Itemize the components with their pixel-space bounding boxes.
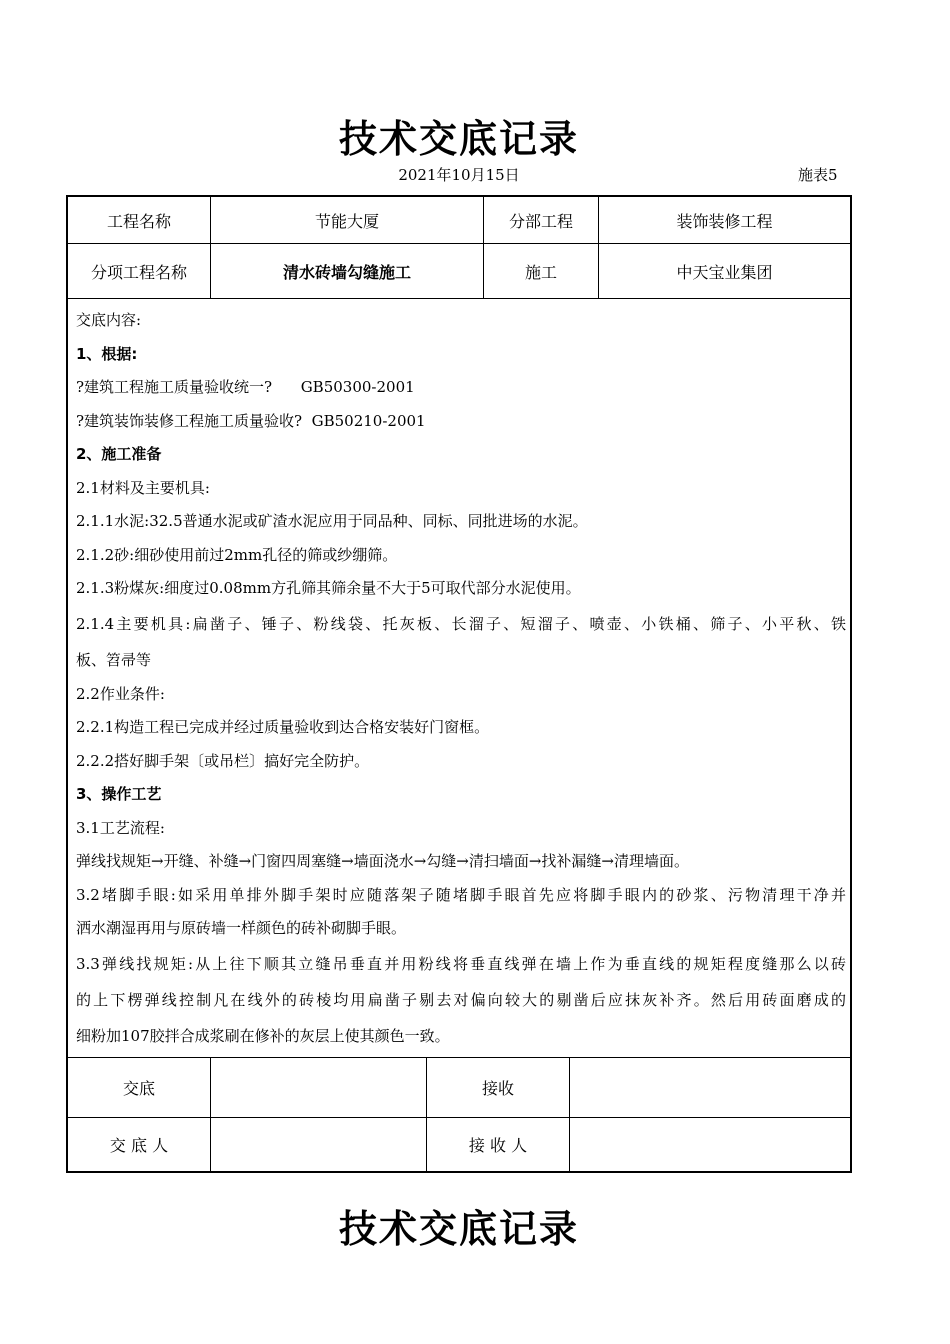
content-line: 2.2.1构造工程已完成并经过质量验收到达合格安装好门窗框。 xyxy=(76,718,490,736)
content-line: 2.1.3粉煤灰:细度过0.08mm方孔筛其筛余量不大于5可取代部分水泥使用。 xyxy=(76,579,581,597)
row-divider xyxy=(66,298,852,299)
content-line: 细粉加107胶拌合成浆刷在修补的灰层上使其颜色一致。 xyxy=(76,1026,450,1045)
content-heading: 交底内容: xyxy=(76,311,142,329)
content-line: 2.2.2搭好脚手架〔或吊栏〕搞好完全防护。 xyxy=(76,751,370,770)
project-name-label: 工程名称 xyxy=(106,211,171,231)
content-line: 2.1材料及主要机具: xyxy=(76,478,210,497)
content-line: 洒水潮湿再用与原砖墙一样颜色的砖补砌脚手眼。 xyxy=(76,919,407,937)
content-line: 弹线找规矩→开缝、补缝→门窗四周塞缝→墙面浇水→勾缝→清扫墙面→找补漏缝→清理墙面。 xyxy=(76,852,689,870)
section-heading: 1、根据: xyxy=(76,344,138,363)
project-name-value: 节能大厦 xyxy=(314,211,379,231)
division-label: 分部工程 xyxy=(508,211,573,231)
content-line: 的上下楞弹线控制凡在线外的砖棱均用扁凿子剔去对偏向较大的剔凿后应抹灰补齐。然后用砖面磨成的 xyxy=(76,990,846,1009)
content-line: 3.1工艺流程: xyxy=(76,818,165,837)
content-line: ?建筑工程施工质量验收统一? GB50300-2001 xyxy=(76,378,415,396)
content-line: 2.1.1水泥:32.5普通水泥或矿渣水泥应用于同品种、同标、同批进场的水泥。 xyxy=(76,512,588,530)
handover-label: 交底 xyxy=(122,1079,155,1098)
division-value: 装饰装修工程 xyxy=(676,211,773,231)
date: 2021年10月15日 xyxy=(398,166,520,184)
content-line: 板、笤帚等 xyxy=(76,650,152,669)
handover-content xyxy=(76,304,846,1054)
form-number: 施表5 xyxy=(798,166,838,184)
content-line: 3.2堵脚手眼:如采用单排外脚手架时应随落架子随堵脚手眼首先应将脚手眼内的砂浆、污物清理干净并 xyxy=(76,885,846,904)
handover-person-label: 交 底 人 xyxy=(109,1136,169,1155)
construction-label: 施工 xyxy=(524,262,557,282)
receive-signature-field[interactable] xyxy=(570,1058,850,1117)
receive-label: 接收 xyxy=(481,1079,514,1098)
section-heading: 3、操作工艺 xyxy=(76,785,162,803)
content-line: 3.3弹线找规矩:从上往下顺其立缝吊垂直并用粉线将垂直线弹在墙上作为垂直线的规矩程度缝那么以砖 xyxy=(76,954,846,973)
content-line: ?建筑装饰装修工程施工质量验收? GB50210-2001 xyxy=(76,411,426,430)
next-page-title: 技术交底记录 xyxy=(338,1207,579,1251)
receive-person-field[interactable] xyxy=(570,1118,850,1171)
handover-person-field[interactable] xyxy=(211,1118,426,1171)
content-line: 2.1.2砂:细砂使用前过2mm孔径的筛或纱绷筛。 xyxy=(76,545,398,564)
receive-person-label: 接 收 人 xyxy=(468,1136,528,1155)
content-line: 2.1.4主要机具:扁凿子、锤子、粉线袋、托灰板、长溜子、短溜子、喷壶、小铁桶、筛子、小平秋、铁 xyxy=(76,614,846,633)
subitem-label: 分项工程名称 xyxy=(90,262,187,282)
construction-value: 中天宝业集团 xyxy=(676,262,773,282)
section-heading: 2、施工准备 xyxy=(76,445,162,463)
handover-signature-field[interactable] xyxy=(211,1058,426,1117)
content-line: 2.2作业条件: xyxy=(76,684,165,703)
subitem-value: 清水砖墙勾缝施工 xyxy=(282,262,411,282)
document-title: 技术交底记录 xyxy=(338,117,579,161)
